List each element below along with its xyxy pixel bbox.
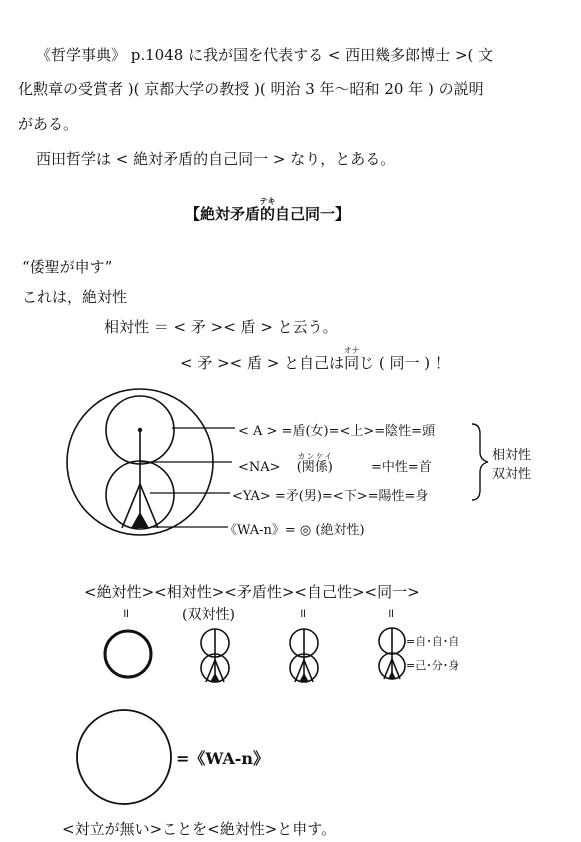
label-wan: 《WA-n》= ◎ (絶対性) [224,523,365,538]
label-na-pre: <NA> [238,460,281,475]
body-line-c-pre: < 矛 >< 盾 > と自己は [180,354,345,372]
body-line-c-kanji: 同オナ [343,346,360,372]
intro-line-2: 化勲章の受賞者 )( 京都大学の教授 )( 明治 3 年〜昭和 20 年 ) の説明 [18,80,484,98]
heading-close: 自己同一】 [275,205,351,223]
body-line-c-reading: オナ [343,346,360,355]
final-line: <対立が無い>ことを<絶対性>と申す。 [62,820,337,838]
row-eq-1: ॥ [122,606,130,620]
bracket-label-1: 相対性 [492,448,532,463]
row-header: <絶対性><相対性><矛盾性><自己性><同一> [84,583,420,601]
legend-top: =自･自･自 [406,635,460,648]
large-circle-label: =《WA-n》 [176,749,270,768]
intro-line-4: 西田哲学は < 絶対矛盾的自己同一 > なり，とある。 [36,150,396,168]
label-na [238,452,432,475]
body-line-b: 相対性 ＝ < 矛 >< 盾 > と云う。 [104,318,338,336]
label-na-kanji: (関係)カンケイ [296,452,333,475]
label-ya: <YA> =矛(男)=<下>=陽性=身 [232,489,429,504]
label-na-post: =中性=首 [371,460,432,475]
label-na-reading: カンケイ [296,452,333,461]
quote-line: “倭聖が申す” [22,258,113,276]
symbol-absolute [105,631,151,677]
intro-line-3: がある。 [18,115,79,133]
body-line-a: これは，絶対性 [22,288,128,306]
row-eq-4: ॥ [387,606,395,620]
large-circle [77,710,171,804]
legend-bottom: =己･分･身 [406,659,460,672]
heading-open: 【絶対矛盾 [185,205,261,223]
label-a: < A > =盾(女)=<上>=陰性=頭 [238,424,436,439]
heading-teki-reading: テキ [259,196,276,206]
row-eq-3: ॥ [299,606,307,620]
curly-bracket [472,424,488,500]
row-sub: (双対性) [182,607,235,623]
intro-line-1: 《哲学事典》 p.1048 に我が国を代表する < 西田幾多郎博士 >( 文 [36,46,494,64]
bracket-label-2: 双対性 [492,467,532,482]
body-line-c-post: じ ( 同一 ) ！ [359,354,450,372]
heading-teki: 的テキ [259,196,276,223]
